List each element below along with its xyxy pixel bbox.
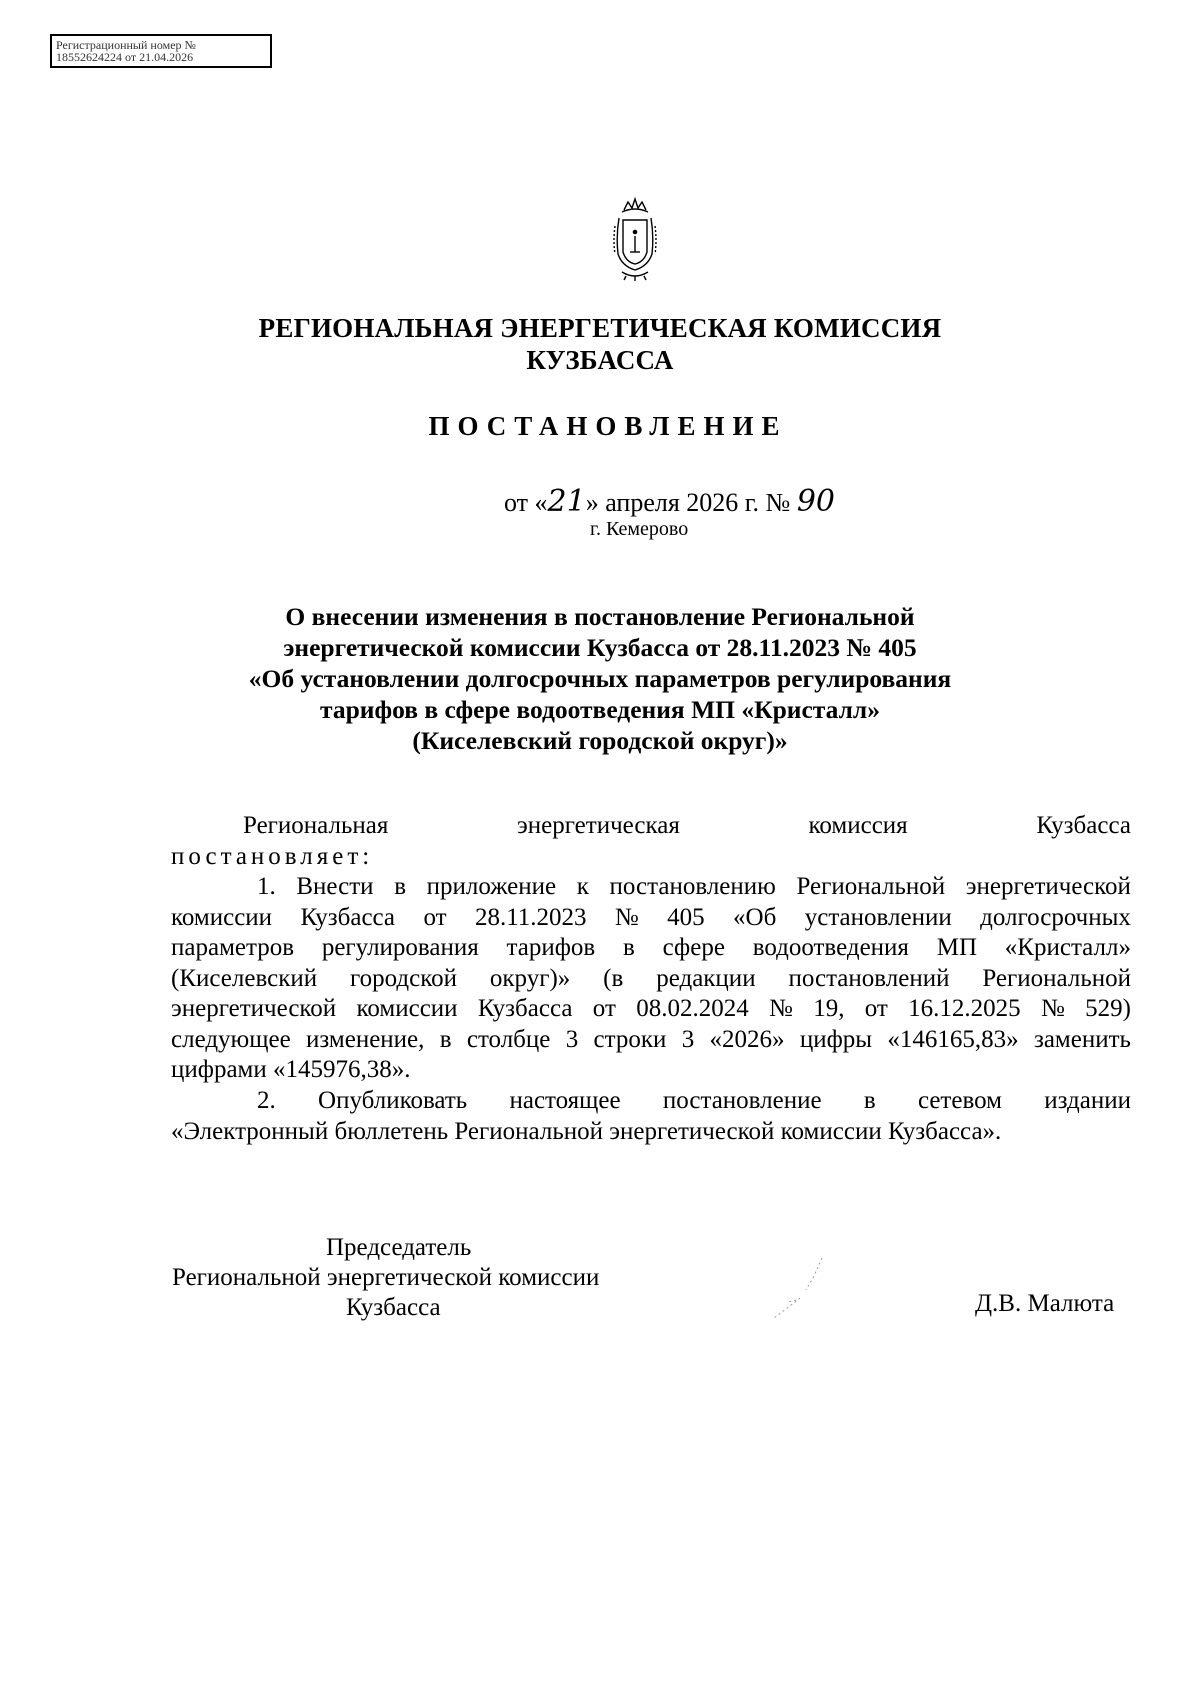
item1-word: Внести (296, 873, 374, 900)
body-word: 16.12.2025 (908, 995, 1021, 1022)
body-word: 08.02.2024 (636, 995, 749, 1022)
body-word: 529) (1085, 995, 1131, 1022)
body-word: 28.11.2023 (474, 903, 587, 931)
body-word: постановлений (788, 964, 950, 992)
body-word: заменить (1033, 1025, 1131, 1053)
body-word: комиссии (356, 995, 458, 1022)
item1-word: к (576, 873, 589, 900)
body-word: в (623, 934, 635, 961)
document-city: г. Кемерово (590, 518, 689, 540)
body-word: комиссии (171, 903, 273, 931)
registration-label: Регистрационный номер № (56, 38, 196, 52)
signature-title: Кузбасса (346, 1294, 441, 1321)
intro-word: Региональная (243, 812, 389, 839)
body-word: 3 (565, 1025, 579, 1053)
body-word: № (614, 903, 639, 931)
item2-word: постановление (662, 1087, 822, 1114)
date-month-year: апреля 2026 г. № (605, 488, 791, 517)
body-word: «2026» (709, 1025, 785, 1053)
date-prefix: от (504, 488, 529, 517)
body-word: следующее (171, 1025, 291, 1053)
body-word: «Кристалл» (1004, 934, 1131, 961)
body-word: столбце (466, 1025, 551, 1053)
body-word: в (439, 1025, 452, 1053)
date-day-handwritten: 21 (547, 484, 586, 519)
intro-word: Кузбасса (1036, 812, 1131, 839)
body-word: установлении (804, 903, 952, 931)
signature-title: Региональной энергетической комиссии (172, 1264, 600, 1291)
subject-line: О внесении изменения в постановление Региональной (285, 602, 915, 631)
item1-word: 1. (257, 873, 276, 900)
item2-last-line: «Электронный бюллетень Региональной энергетической комиссии Кузбасса». (171, 1117, 1002, 1145)
body-word: от (423, 903, 447, 931)
item2-word: в (863, 1087, 876, 1114)
signatory-name: Д.В. Малюта (975, 1290, 1115, 1317)
body-word: городской (350, 964, 457, 992)
item1-word: приложение (426, 873, 557, 900)
item2-first-line (171, 1086, 1131, 1117)
item1-line (171, 903, 1131, 934)
body-word: параметров (171, 934, 295, 961)
body-word: регулирования (321, 934, 479, 961)
organization-name: РЕГИОНАЛЬНАЯ ЭНЕРГЕТИЧЕСКАЯ КОМИССИЯ (258, 313, 942, 343)
body-word: энергетической (171, 995, 337, 1022)
item1-line (171, 964, 1131, 995)
subject-line: (Киселевский городской округ)» (412, 726, 788, 755)
item2-word: сетевом (917, 1087, 1002, 1114)
body-item-2 (171, 1086, 1131, 1147)
body-word: Кузбасса (300, 903, 396, 931)
body-word: 3 (681, 1025, 695, 1053)
item1-last-line: цифрами «145976,38». (171, 1056, 411, 1083)
body-word: сфере (662, 934, 725, 961)
body-word: 19, (813, 995, 845, 1022)
body-intro (171, 811, 1131, 872)
subject-line: «Об установлении долгосрочных параметров регулирования (248, 664, 952, 693)
registration-stamp (50, 34, 272, 68)
item1-line (171, 1025, 1131, 1056)
item2-word: издании (1044, 1087, 1131, 1114)
body-word: (в (603, 964, 624, 992)
subject-line: тарифов в сфере водоотведения МП «Кристалл» (320, 695, 880, 724)
intro-word: комиссия (808, 812, 908, 839)
body-word: от (864, 995, 888, 1022)
body-word: редакции (656, 964, 756, 992)
kuzbass-coat-of-arms-icon (610, 196, 660, 282)
body-item-1 (171, 872, 1131, 1086)
document-number-handwritten: 90 (796, 484, 836, 519)
item1-word: в (394, 873, 406, 900)
body-word: № (1040, 995, 1065, 1022)
item2-word: Опубликовать (318, 1087, 468, 1114)
body-word: строки (593, 1025, 667, 1053)
intro-word: энергетическая (517, 812, 680, 839)
handwritten-signature (760, 1254, 830, 1324)
body-word: тарифов (506, 934, 596, 961)
body-word: «146165,83» (887, 1025, 1019, 1053)
registration-number: 18552624224 от 21.04.2026 (56, 50, 194, 64)
body-word: «Об (733, 903, 777, 931)
document-date-line (504, 484, 835, 519)
signature-title: Председатель (326, 1234, 472, 1261)
body-word: изменение, (306, 1025, 425, 1053)
item2-word: 2. (257, 1087, 276, 1114)
body-word: МП (936, 934, 978, 961)
resolves-word: постановляет: (171, 842, 374, 870)
body-word: водоотведения (752, 934, 909, 961)
date-open-quote: « (534, 488, 548, 517)
document-type: ПОСТАНОВЛЕНИЕ (428, 411, 788, 441)
subject-line: энергетической комиссии Кузбасса от 28.11.2023 № 405 (283, 633, 917, 662)
body-word: Кузбасса (477, 995, 573, 1022)
item2-word: настоящее (509, 1087, 621, 1114)
body-word: Региональной (982, 964, 1131, 992)
item1-line (171, 994, 1131, 1025)
item1-first-line (171, 872, 1131, 903)
item1-word: Региональной (796, 873, 946, 900)
organization-region: КУЗБАССА (526, 345, 674, 375)
date-close-quote: » (585, 488, 599, 517)
body-word: 405 (667, 903, 705, 931)
body-word: от (592, 995, 616, 1022)
body-word: (Киселевский (171, 964, 318, 992)
item1-line (171, 933, 1131, 964)
body-word: округ)» (489, 964, 571, 992)
body-word: цифры (799, 1025, 873, 1053)
item1-word: энергетической (965, 873, 1131, 900)
body-word: долгосрочных (980, 903, 1131, 931)
intro-line (171, 811, 1131, 842)
item1-word: постановлению (609, 873, 776, 900)
body-word: № (769, 995, 793, 1022)
